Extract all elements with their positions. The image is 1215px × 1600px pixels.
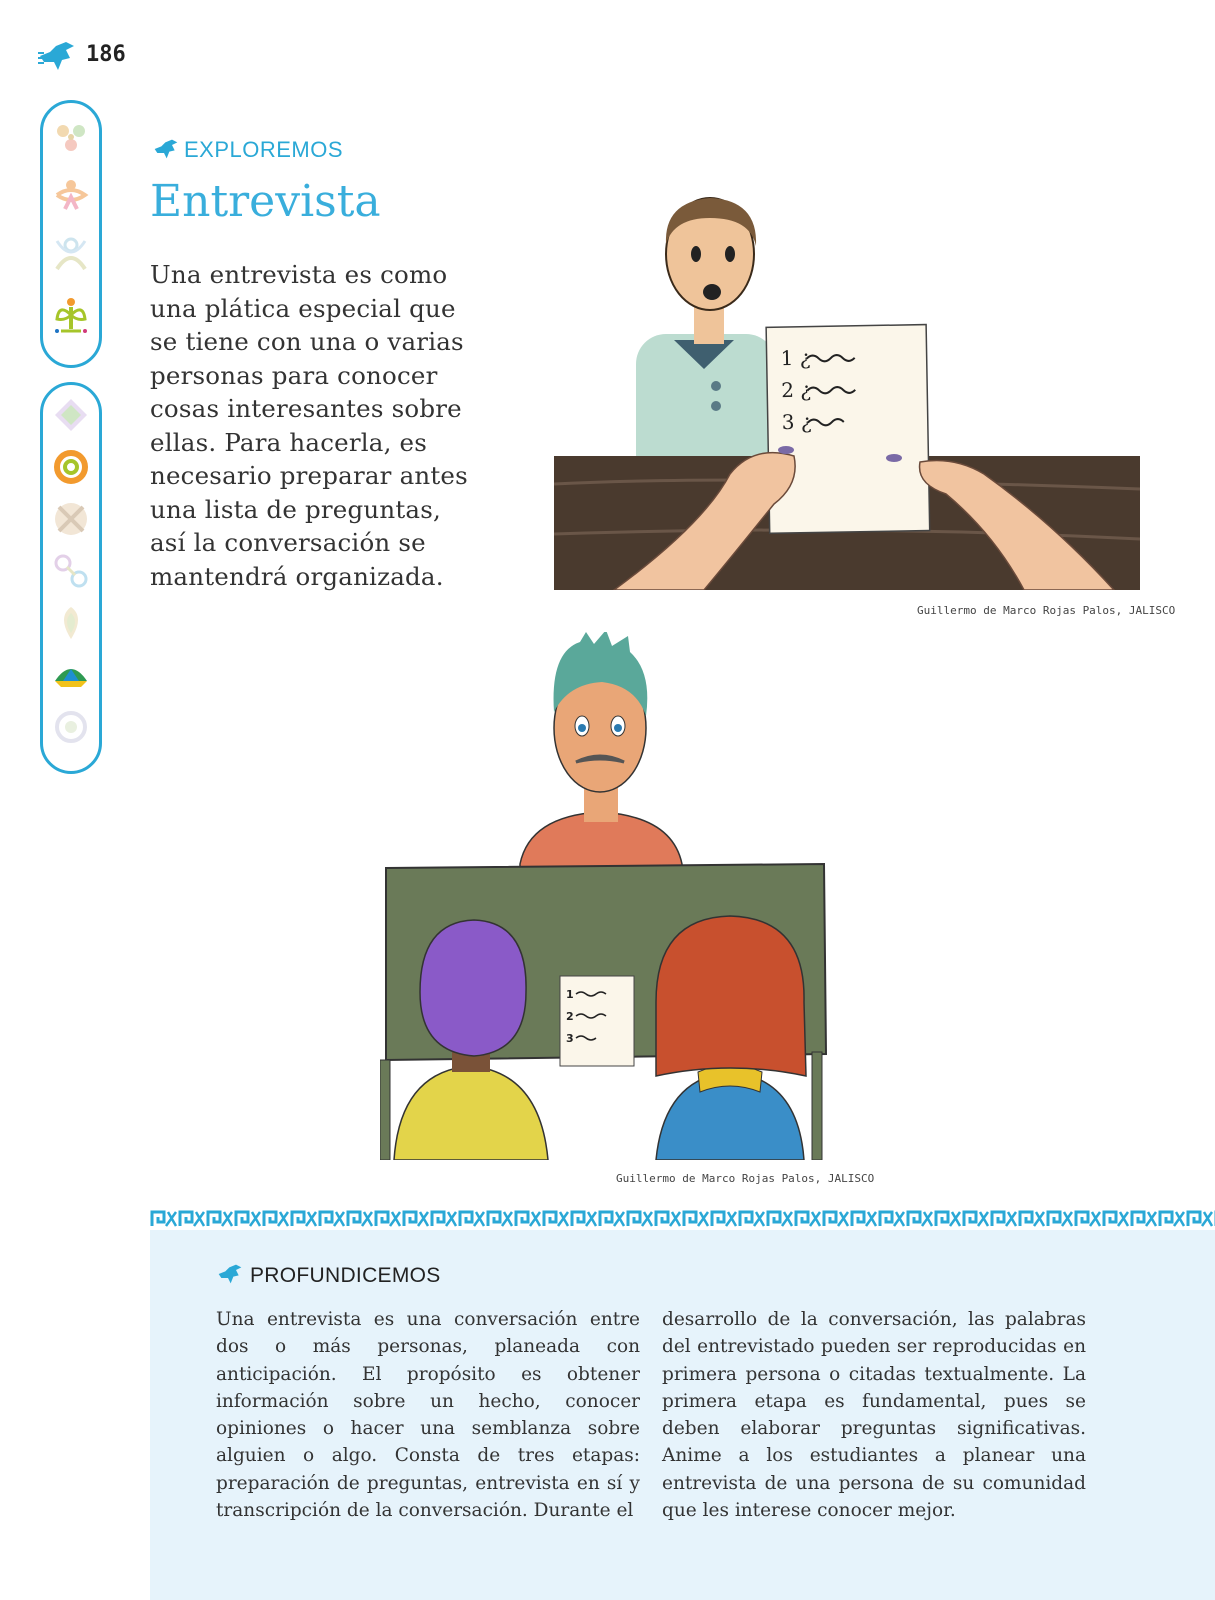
- image-credit-2: Guillermo de Marco Rojas Palos, JALISCO: [616, 1172, 875, 1185]
- axis-icon-6: [51, 655, 91, 695]
- field-icon-saberes: [51, 175, 91, 215]
- illustration-students-interview: [380, 632, 840, 1160]
- intro-paragraph: Una entrevista es como una plática especial que se tiene con una o varias personas para conocer cosas interesantes sobre ellas. Para hacerla, es necesario preparar antes una lista de preguntas, así la conversación se mantendrá organizada.: [150, 260, 468, 591]
- hummingbird-logo-icon: [36, 38, 78, 74]
- axis-icon-5: [51, 603, 91, 643]
- axis-icon-3: [51, 499, 91, 539]
- question-sheet: [766, 325, 930, 534]
- side-rail-fields: [40, 100, 102, 368]
- sheet-line-3: 3 ¿: [781, 409, 812, 435]
- sheet-line-1: 1 ¿: [780, 345, 811, 371]
- hummingbird-icon: [216, 1262, 244, 1286]
- hummingbird-icon: [152, 137, 180, 161]
- section-tag-explore: [152, 137, 343, 163]
- field-icon-etica: [51, 233, 91, 273]
- greek-key-border: [150, 1208, 1215, 1230]
- field-icon-lenguajes: [51, 117, 91, 157]
- student-left-shirt: [394, 1066, 548, 1160]
- section-tag-label: PROFUNDICEMOS: [250, 1264, 441, 1287]
- deepen-box: [150, 1230, 1215, 1600]
- sheet-line-2: 2: [566, 1010, 574, 1023]
- illustration-interview-questions: [554, 194, 1140, 590]
- axis-icon-1: [51, 395, 91, 435]
- section-tag-label: EXPLOREMOS: [184, 137, 344, 162]
- field-icon-humano: [51, 295, 91, 335]
- student-right-hair: [656, 916, 806, 1076]
- axis-icon-2: [51, 447, 91, 487]
- sheet-line-2: 2 ¿: [781, 377, 812, 403]
- deepen-text-column-1: Una entrevista es una conversación entre dos o más personas, planeada con anticipación. El propósito es obtener información sobre un hecho, conocer opiniones o hacer una semblanza sobre alguien o algo. Consta de tres etapas: preparación de preguntas, entrevista en sí y transcripción de la conversación. Durante el: [216, 1309, 640, 1522]
- sheet-line-1: 1: [566, 988, 574, 1001]
- axis-icon-4: [51, 551, 91, 591]
- axis-icon-7: [51, 707, 91, 747]
- page-number: 186: [86, 42, 126, 67]
- section-tag-deepen: [216, 1262, 441, 1288]
- side-rail-axes: [40, 382, 102, 774]
- sheet-line-3: 3: [566, 1032, 574, 1045]
- page-title: Entrevista: [150, 176, 381, 227]
- student-left-hair: [420, 920, 526, 1056]
- deepen-text-column-2: desarrollo de la conversación, las palabras del entrevistado pueden ser reproducidas en primera persona o citadas textualmente. La primera etapa es fundamental, pues se deben elaborar preguntas significativas. Anime a los estudiantes a planear una entrevista de una persona de su comunidad que les interese conocer mejor.: [662, 1309, 1086, 1522]
- image-credit-1: Guillermo de Marco Rojas Palos, JALISCO: [917, 604, 1176, 617]
